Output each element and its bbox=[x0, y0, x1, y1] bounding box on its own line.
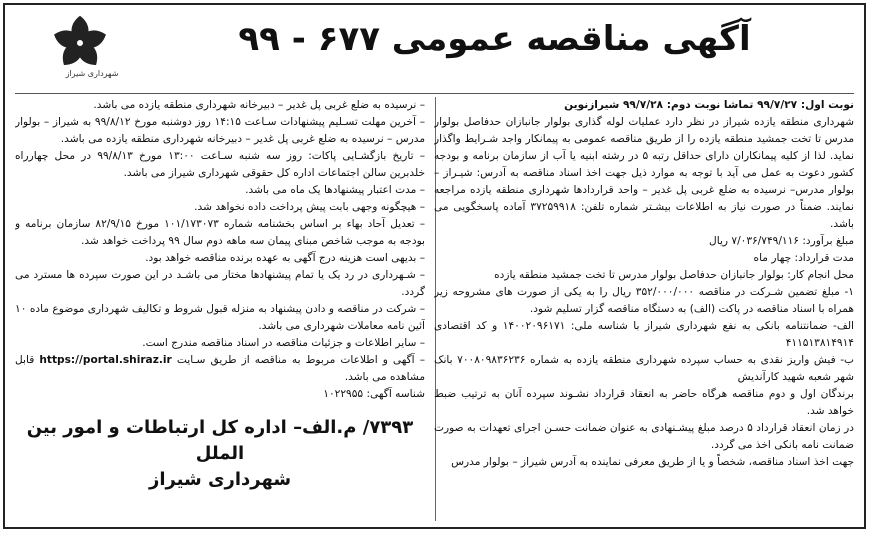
condition-line: – تعدیل آحاد بهاء بر اساس بخشنامه شماره ۱۰۱/۱۷۳۰۷۳ مورخ ۸۲/۹/۱۵ سازمان برنامه و بودجه به موجب شاخص مبنای پیمان سه ماهه دوم سال ۹۹ پرداخت خواهد شد. bbox=[15, 218, 425, 247]
page-title: آگهی مناقصه عمومی ۶۷۷ - ۹۹ bbox=[238, 19, 751, 59]
condition-line: – سایر اطلاعات و جزئیات مناقصه در اسناد مناقصه مندرج است. bbox=[142, 337, 425, 349]
signature-block bbox=[15, 415, 425, 493]
performance-guarantee: در زمان انعقاد قرارداد ۵ درصد مبلغ پیشـنهادی به عنوان ضمانت حسـن اجرای تعهدات به صورت ضمانت نامه بانکی اخذ می گردد. bbox=[434, 422, 854, 451]
signature-line-1: ۷۳۹۳/ م.الف– اداره کل ارتباطات و امور بین الملل bbox=[26, 417, 414, 464]
logo-caption: شهرداری شیراز bbox=[65, 69, 119, 78]
guarantee-item-b: ب- فیش واریز نقدی به حساب سپرده شهرداری منطقه یازده به شماره ۷۰۰۸۰۹۸۳۶۲۳۶ بانک شهر شعبه شهید کارآندیش bbox=[434, 354, 854, 383]
intro-paragraph: شهرداری منطقه یازده شیراز در نظر دارد عملیات لوله گذاری بولوار جانبازان حدفاصل بولوار مدرس تا تخت جمشید منطقه یازده را از طریق مناقصه عمومی به پیمانکار واجد شـرایط واگذار نماید. لذا از کلیه پیمانکاران دارای حداقل رتبه ۵ در رشته ابنیه یا آب از سازمان برنامه و بودجه کشور دعوت به عمل می آید با توجه به موارد ذیل جهت اخذ اسناد مناقصه به آدرس: شیـراز – بولوار مدرس– نرسیده به ضلع غربی پل غدیر – واحد قراردادها شهرداری منطقه یازده مراجعه نمایند. ضمناً در صورت نیاز به اطلاعات بیشـتر شماره تلفن: ۳۷۲۵۹۹۱۸ آماده پاسخگویی می باشد. bbox=[434, 116, 854, 230]
estimate-amount: مبلغ برآورد: ۷/۰۳۶/۷۴۹/۱۱۶ ریال bbox=[709, 235, 854, 247]
condition-line: – شرکت در مناقصه و دادن پیشنهاد به منزله قبول شروط و تکالیف شهرداری موضوع ماده ۱۰ آئین نامه معاملات شهرداری می باشد. bbox=[15, 303, 425, 332]
contract-duration: مدت قرارداد: چهار ماه bbox=[753, 252, 854, 264]
publication-dates: نوبت اول: ۹۹/۷/۲۷ تماشا نوبت دوم: ۹۹/۷/۲۸ شیرازنوین bbox=[564, 99, 854, 111]
shiraz-municipality-logo bbox=[25, 11, 135, 89]
left-column bbox=[15, 97, 425, 521]
condition-line: – بدیهی است هزینه درج آگهی به عهده برنده مناقصه خواهد بود. bbox=[145, 252, 425, 264]
condition-line: – آخرین مهلت تسـلیم پیشنهادات سـاعت ۱۴:۱۵ روز دوشنبه مورخ ۹۹/۸/۱۲ به شیراز – بولوار مدرس – نرسیده به ضلع غربی پل غدیر – دبیرخانه شهرداری منطقه یازده می باشد. bbox=[15, 116, 425, 145]
condition-line: – هیچگونه وجهی بابت پیش پرداخت داده نخواهد شد. bbox=[194, 201, 425, 213]
website-line bbox=[15, 352, 425, 386]
winners-note: برندگان اول و دوم مناقصه هرگاه حاضر به انعقاد قرارداد نشـوند سپرده آنان به ترتیب ضبط خواهد شد. bbox=[434, 388, 854, 417]
signature-line-2: شهرداری شیراز bbox=[148, 469, 292, 490]
guarantee-item-a: الف- ضمانتنامه بانکی به نفع شهرداری شیراز با شناسه ملی: ۱۴۰۰۲۰۹۶۱۷۱ و کد اقتصادی ۴۱۱۵۱۳۸۱۴۹۱۴ bbox=[434, 320, 854, 349]
guarantee-item-1: ۱- مبلغ تضمین شـرکت در مناقصه ۳۵۲/۰۰۰/۰۰۰ ریال را به یکی از صورت های مشروحه زیر همراه با اسناد مناقصه در پاکت (الف) به دستگاه مناقصه گزار تسلیم شود. bbox=[434, 286, 854, 315]
condition-line: – شـهرداری در رد یک یا تمام پیشنهادها مختار می باشـد در این صورت سپرده ها مسترد می گردد. bbox=[15, 269, 425, 298]
right-column bbox=[434, 97, 854, 521]
website-link[interactable]: https://portal.shiraz.ir bbox=[39, 354, 172, 366]
header-divider bbox=[15, 93, 854, 94]
website-prefix: – آگهی و اطلاعات مربوط به مناقصه از طریق سـایت bbox=[176, 354, 425, 366]
documents-address: جهت اخذ اسناد مناقصه، شخصاً و یا از طریق معرفی نماینده به آدرس شیراز – بولوار مدرس bbox=[451, 456, 854, 468]
advertisement-frame bbox=[3, 3, 866, 529]
condition-line: – تاریخ بازگشـایی پاکات: روز سه شنبه سـاعت ۱۳:۰۰ مورخ ۹۹/۸/۱۳ در محل چهارراه خلدبرین سالن اجتماعات اداره کل حقوقی شهرداری شیراز می باشد. bbox=[15, 150, 425, 179]
work-location: محل انجام کار: بولوار جانبازان حدفاصل بولوار مدرس تا تخت جمشید منطقه یازده bbox=[494, 269, 854, 281]
condition-line: – نرسیده به ضلع غربی پل غدیر – دبیرخانه شهرداری منطقه یازده می باشد. bbox=[93, 99, 425, 111]
condition-line: – مدت اعتبار پیشنهادها یک ماه می باشد. bbox=[245, 184, 425, 196]
ad-id: شناسه آگهی: ۱۰۲۲۹۵۵ bbox=[323, 388, 425, 400]
website-suffix: قابل مشاهده می باشد. bbox=[15, 354, 425, 383]
header bbox=[5, 5, 864, 91]
